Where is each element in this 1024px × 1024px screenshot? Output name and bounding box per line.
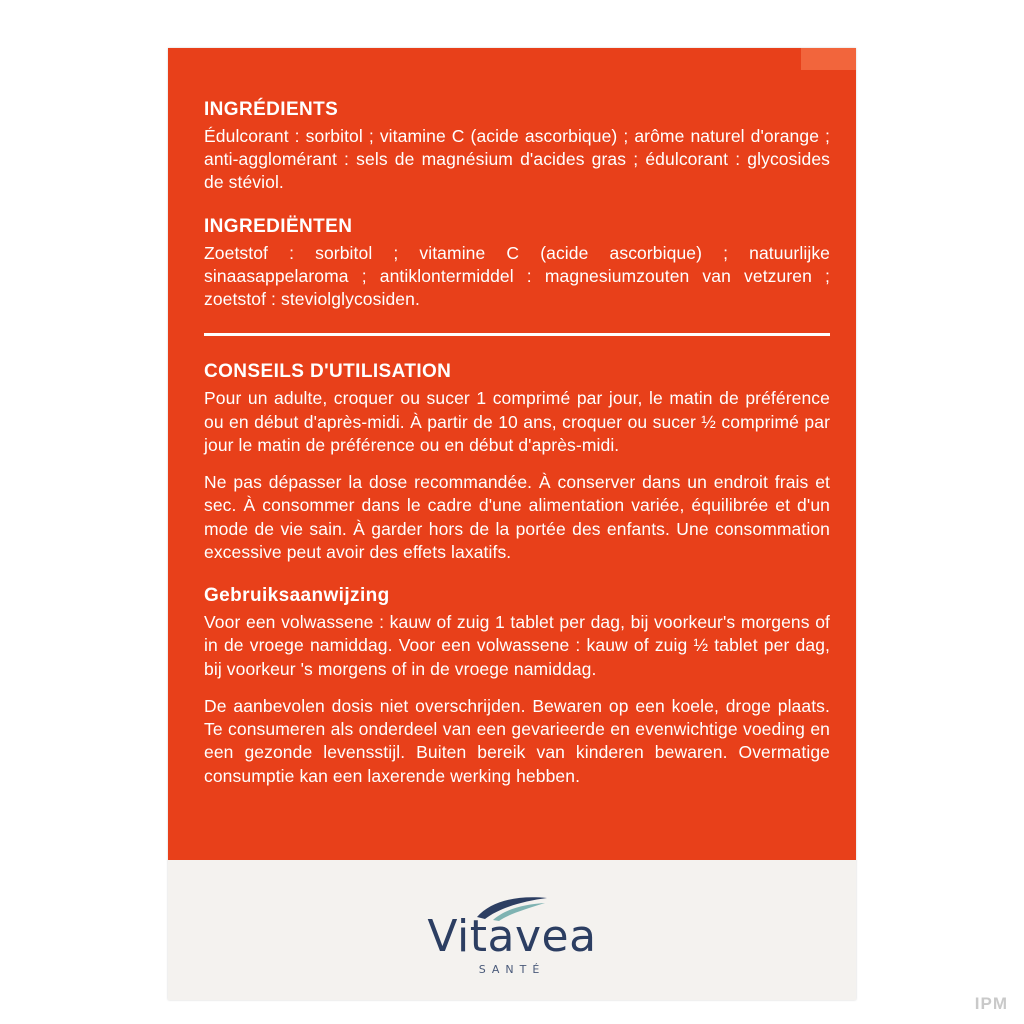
- brand-name: Vitavea: [427, 911, 597, 962]
- image-watermark: IPM: [974, 994, 1008, 1013]
- usage-nl-warning-block: [204, 695, 830, 788]
- usage-nl-paragraph-2: De aanbevolen dosis niet overschrijden. Bewaren op een koele, droge plaats. Te consumeren als onderdeel van een gevarieerde en evenwichtige voeding en een gezonde levensstijl. Buiten bereik van kinderen bewaren. Overmatige consumptie kan een laxerende werking hebben.: [204, 695, 830, 786]
- product-package-back-panel: [168, 48, 856, 1000]
- usage-fr-paragraph-2: Ne pas dépasser la dose recommandée. À conserver dans un endroit frais et sec. À consommer dans le cadre d'une alimentation variée, équilibrée et d'un mode de vie sain. À garder hors de la portée des enfants. Une consommation excessive peut avoir des effets laxatifs.: [204, 472, 830, 562]
- usage-fr-heading: CONSEILS D'UTILISATION: [204, 361, 452, 383]
- usage-fr-paragraph-1: Pour un adulte, croquer ou sucer 1 comprimé par jour, le matin de préférence ou en début d'après-midi. À partir de 10 ans, croquer ou sucer ½ comprimé par jour le matin de préférence ou en début d'après-midi.: [204, 388, 830, 455]
- package-footer-band: [168, 860, 856, 1000]
- ingredients-nl-text: Zoetstof : sorbitol ; vitamine C (acide ascorbique) ; natuurlijke sinaasappelaroma ; antiklontermiddel : magnesiumzouten van vetzuren ; zoetstof : steviolglycosiden.: [204, 242, 830, 310]
- section-divider: [204, 333, 830, 336]
- ingredients-nl-block: [204, 217, 830, 312]
- usage-nl-heading: Gebruiksaanwijzing: [204, 585, 390, 607]
- package-text-panel: [204, 100, 830, 810]
- usage-fr-warning-block: [204, 471, 830, 564]
- ingredients-nl-heading: INGREDIËNTEN: [204, 215, 353, 237]
- usage-fr-block: [204, 362, 830, 457]
- usage-nl-block: [204, 586, 830, 681]
- ingredients-fr-block: [204, 100, 830, 195]
- brand-logo: [168, 895, 856, 976]
- brand-tagline: SANTÉ: [478, 963, 546, 976]
- ingredients-fr-text: Édulcorant : sorbitol ; vitamine C (acide ascorbique) ; arôme naturel d'orange ; anti-agglomérant : sels de magnésium d'acides gras ; édulcorant : glycosides de stéviol.: [204, 125, 830, 193]
- ingredients-fr-heading: INGRÉDIENTS: [204, 99, 339, 120]
- usage-nl-paragraph-1: Voor een volwassene : kauw of zuig 1 tablet per dag, bij voorkeur's morgens of in de vroege namiddag. Voor een volwassene : kauw of zuig ½ tablet per dag, bij voorkeur 's morgens of in de vroege namiddag.: [204, 612, 830, 679]
- package-top-edge-sliver: [801, 48, 856, 70]
